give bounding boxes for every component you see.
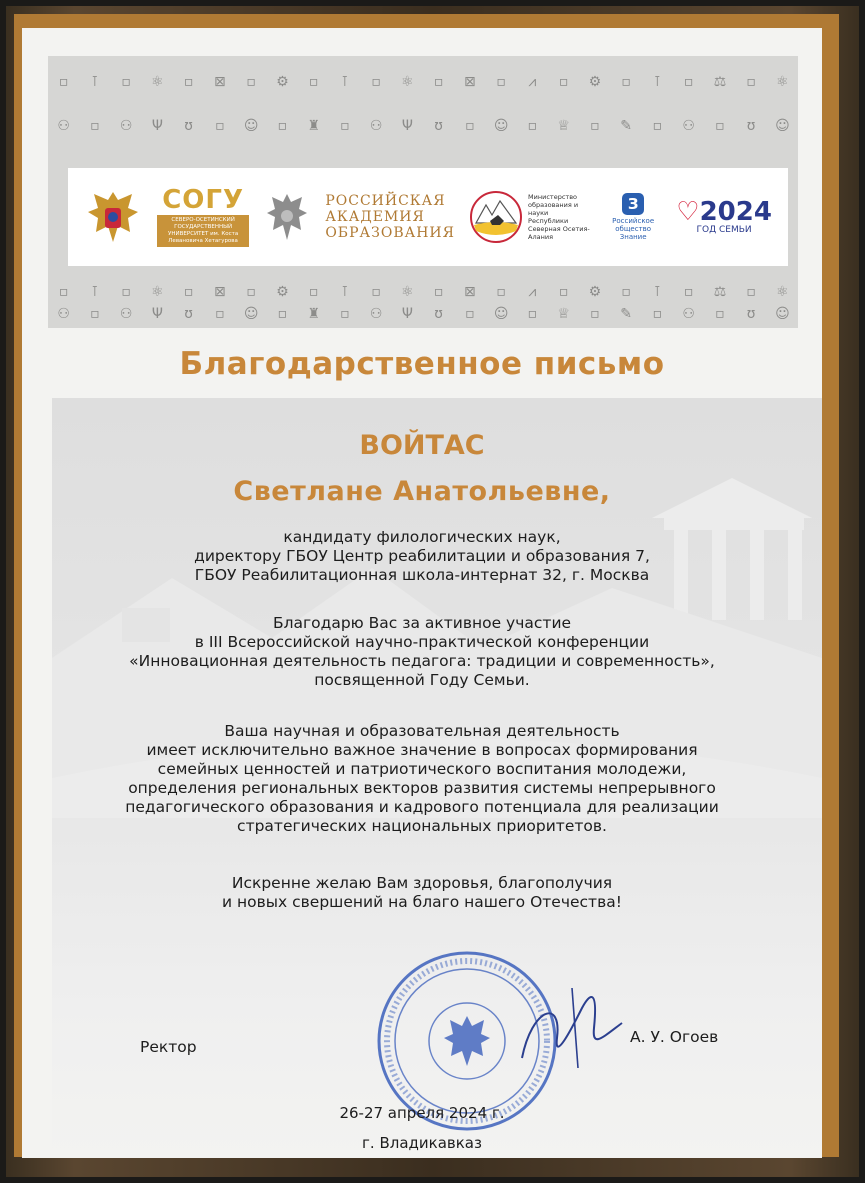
double-eagle-logo <box>84 186 142 248</box>
dot-icon: ▫ <box>558 284 569 300</box>
thanks-line: в III Всероссийской научно-практической конференции <box>194 633 650 651</box>
lyre-icon: Ψ <box>151 118 163 134</box>
significance-line: стратегических национальных приоритетов. <box>237 817 607 835</box>
lyre-icon: Ψ <box>401 118 413 134</box>
people-icon: ⚇ <box>682 118 695 134</box>
trophy-icon: ♕ <box>557 118 570 134</box>
document-title: Благодарственное письмо <box>179 346 665 382</box>
dot-icon: ▫ <box>121 284 131 300</box>
znanie-text: Российское общество Знание <box>612 217 655 241</box>
rao-line-3: ОБРАЗОВАНИЯ <box>325 225 455 241</box>
pencil-icon: ✎ <box>620 118 632 134</box>
dot-icon: ▫ <box>371 284 381 300</box>
thanks-line: «Инновационная деятельность педагога: традиции и современность», <box>129 652 715 670</box>
dot-icon: ▫ <box>277 118 288 134</box>
recipient-name: Светлане Анатольевне, <box>233 476 611 507</box>
lyre-icon: Ψ <box>151 306 163 322</box>
masks-icon: ʊ <box>184 118 193 134</box>
dot-icon: ▫ <box>215 306 225 322</box>
ministry-text: Министерство образования и науки Республики Северная Осетия-Алания <box>528 193 590 241</box>
masks-icon: ʊ <box>434 118 443 134</box>
masks-icon: ʊ <box>434 306 443 322</box>
dot-icon: ▫ <box>527 118 538 134</box>
head-icon: ☺ <box>775 118 790 134</box>
atom-icon: ⚛ <box>776 74 789 90</box>
atom-icon: ⚛ <box>151 284 164 300</box>
people-icon: ⚇ <box>369 306 383 322</box>
dot-icon: ▫ <box>433 284 444 300</box>
head-icon: ☺ <box>243 118 259 134</box>
dot-icon: ▫ <box>715 306 725 322</box>
rao-line-2: АКАДЕМИЯ <box>325 209 425 225</box>
recipient-surname: ВОЙТАС <box>359 430 485 461</box>
gear-icon: ⚙ <box>588 74 602 90</box>
dot-icon: ▫ <box>746 74 756 90</box>
box-icon: ⊠ <box>214 284 226 300</box>
dot-icon: ▫ <box>496 284 506 300</box>
position-line: ГБОУ Реабилитационная школа-интернат 32, г. Москва <box>194 566 650 584</box>
dot-icon: ▫ <box>308 74 319 90</box>
dot-icon: ▫ <box>90 306 100 322</box>
dot-icon: ▫ <box>465 306 475 322</box>
info-icon: ⊺ <box>91 74 99 90</box>
dot-icon: ▫ <box>683 284 694 300</box>
header-band <box>48 56 798 328</box>
info-icon: ⊺ <box>653 284 662 300</box>
atom-icon: ⚛ <box>401 284 414 300</box>
ministry-logo <box>470 191 590 243</box>
dot-icon: ▫ <box>246 74 256 90</box>
head-icon: ☺ <box>775 306 790 322</box>
tower-icon: ♜ <box>307 118 320 134</box>
atom-icon: ⚛ <box>151 74 164 90</box>
position-line: кандидату филологических наук, <box>283 528 561 546</box>
rao-line-1: РОССИЙСКАЯ <box>325 193 446 209</box>
scales-icon: ⚖ <box>713 284 727 300</box>
dot-icon: ▫ <box>621 284 631 300</box>
dot-icon: ▫ <box>371 74 381 90</box>
dot-icon: ▫ <box>340 118 350 134</box>
gear-icon: ⚙ <box>276 74 289 90</box>
head-icon: ☺ <box>493 118 509 134</box>
wishes-paragraph <box>22 874 822 912</box>
dot-icon: ▫ <box>652 306 663 322</box>
people-icon: ⚇ <box>119 306 133 322</box>
thanks-paragraph <box>22 614 822 690</box>
heart-icon: ♡ <box>676 197 700 227</box>
atom-icon: ⚛ <box>776 284 789 300</box>
thanks-line: Благодарю Вас за активное участие <box>272 614 572 632</box>
dot-icon: ▫ <box>121 74 131 90</box>
significance-line: семейных ценностей и патриотического воспитания молодежи, <box>157 760 687 778</box>
dot-icon: ▫ <box>496 74 506 90</box>
znanie-logo <box>605 193 661 241</box>
recipient-position <box>22 528 822 585</box>
dot-icon: ▫ <box>621 74 631 90</box>
rao-logo <box>325 193 455 241</box>
masks-icon: ʊ <box>746 118 756 134</box>
thanks-line: посвященной Году Семьи. <box>314 671 530 689</box>
logo-strip <box>68 168 788 266</box>
ministry-emblem-icon <box>470 191 522 243</box>
year-text: 2024 <box>699 197 772 227</box>
dot-icon: ▫ <box>183 74 194 90</box>
chart-icon: ⩘ <box>528 284 537 300</box>
icon-row <box>48 108 798 144</box>
dot-icon: ▫ <box>558 74 569 90</box>
head-icon: ☺ <box>493 306 509 322</box>
dot-icon: ▫ <box>465 118 475 134</box>
significance-paragraph <box>22 722 822 836</box>
tower-icon: ♜ <box>307 306 320 322</box>
pencil-icon: ✎ <box>620 306 632 322</box>
significance-line: имеет исключительно важное значение в вопросах формирования <box>146 741 698 759</box>
wishes-line: и новых свершений на благо нашего Отечества! <box>222 893 622 911</box>
year-sub: ГОД СЕМЬИ <box>696 225 752 235</box>
masks-icon: ʊ <box>184 306 193 322</box>
info-icon: ⊺ <box>91 284 99 300</box>
people-icon: ⚇ <box>119 118 133 134</box>
box-icon: ⊠ <box>464 284 476 300</box>
rector-label: Ректор <box>140 1038 197 1056</box>
icon-row <box>48 296 798 332</box>
znanie-icon: З <box>622 193 644 215</box>
people-icon: ⚇ <box>369 118 383 134</box>
event-city: г. Владикавказ <box>362 1134 482 1152</box>
info-icon: ⊺ <box>653 74 662 90</box>
state-emblem-logo <box>264 190 310 244</box>
masks-icon: ʊ <box>746 306 756 322</box>
position-line: директору ГБОУ Центр реабилитации и образования 7, <box>194 547 650 565</box>
significance-line: определения региональных векторов развития системы непрерывного <box>128 779 716 797</box>
dot-icon: ▫ <box>90 118 100 134</box>
icon-row <box>48 64 798 100</box>
sogu-logo-title: СОГУ <box>162 185 244 215</box>
people-icon: ⚇ <box>57 118 70 134</box>
year-logo-number <box>676 199 772 225</box>
trophy-icon: ♕ <box>557 306 570 322</box>
info-icon: ⊺ <box>341 284 349 300</box>
event-date: 26-27 апреля 2024 г. <box>339 1104 505 1122</box>
box-icon: ⊠ <box>214 74 226 90</box>
dot-icon: ▫ <box>308 284 319 300</box>
scales-icon: ⚖ <box>713 74 727 90</box>
dot-icon: ▫ <box>746 284 756 300</box>
significance-line: педагогического образования и кадрового потенциала для реализации <box>125 798 719 816</box>
people-icon: ⚇ <box>57 306 70 322</box>
people-icon: ⚇ <box>682 306 695 322</box>
lyre-icon: Ψ <box>401 306 413 322</box>
signature <box>502 968 642 1088</box>
dot-icon: ▫ <box>590 306 600 322</box>
significance-line: Ваша научная и образовательная деятельность <box>224 722 620 740</box>
gear-icon: ⚙ <box>588 284 602 300</box>
dot-icon: ▫ <box>58 74 69 90</box>
atom-icon: ⚛ <box>401 74 414 90</box>
dot-icon: ▫ <box>340 306 350 322</box>
signer-name: А. У. Огоев <box>630 1028 719 1046</box>
dot-icon: ▫ <box>590 118 600 134</box>
dot-icon: ▫ <box>277 306 288 322</box>
wishes-line: Искренне желаю Вам здоровья, благополучия <box>231 874 613 892</box>
dot-icon: ▫ <box>683 74 694 90</box>
sogu-logo-subtitle: СЕВЕРО-ОСЕТИНСКИЙ ГОСУДАРСТВЕННЫЙ УНИВЕРСИТЕТ им. Коста Левановича Хетагурова <box>157 215 249 247</box>
dot-icon: ▫ <box>58 284 69 300</box>
info-icon: ⊺ <box>341 74 349 90</box>
dot-icon: ▫ <box>215 118 225 134</box>
box-icon: ⊠ <box>464 74 476 90</box>
head-icon: ☺ <box>243 306 259 322</box>
dot-icon: ▫ <box>652 118 663 134</box>
dot-icon: ▫ <box>183 284 194 300</box>
chart-icon: ⩘ <box>528 74 537 90</box>
certificate-paper <box>22 28 822 1158</box>
year-of-family-logo <box>676 199 772 235</box>
dot-icon: ▫ <box>246 284 256 300</box>
dot-icon: ▫ <box>715 118 725 134</box>
dot-icon: ▫ <box>433 74 444 90</box>
dot-icon: ▫ <box>527 306 538 322</box>
sogu-logo <box>157 187 249 247</box>
gear-icon: ⚙ <box>276 284 289 300</box>
